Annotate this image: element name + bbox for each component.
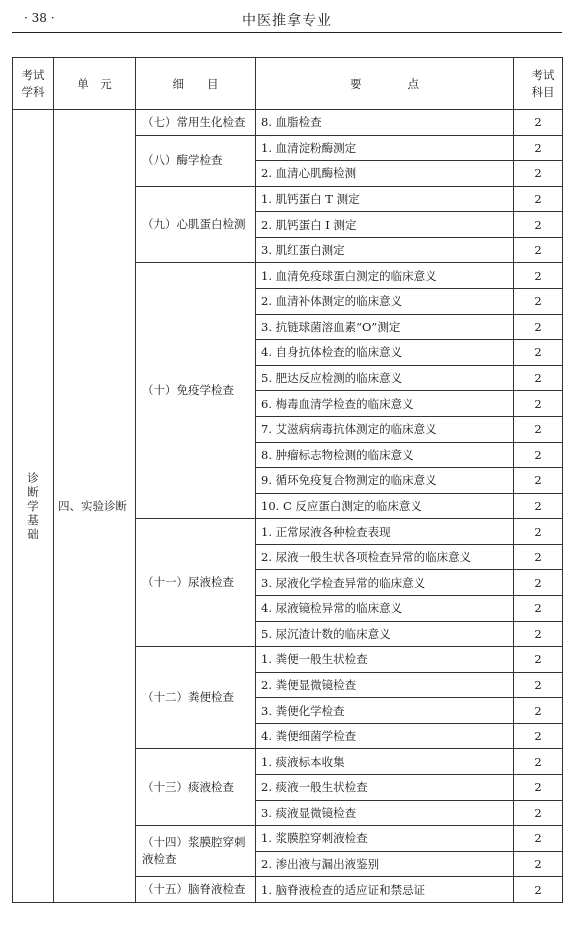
page-title: 中医推拿专业 (242, 13, 332, 29)
page-number: · 38 · (24, 11, 55, 25)
unit-cell: 四、实验诊断 (54, 110, 136, 903)
point-cell: 8. 血脂检查 (256, 110, 514, 136)
exam-cell: 2 (514, 775, 563, 801)
point-cell: 2. 血清心肌酶检测 (256, 161, 514, 187)
exam-cell: 2 (514, 519, 563, 545)
point-cell: 1. 肌钙蛋白 T 测定 (256, 186, 514, 212)
point-cell: 4. 尿液镜检异常的临床意义 (256, 595, 514, 621)
exam-cell: 2 (514, 289, 563, 315)
point-cell: 3. 粪便化学检查 (256, 698, 514, 724)
subject-label: 诊断学基础 (27, 470, 39, 541)
exam-cell: 2 (514, 161, 563, 187)
exam-cell: 2 (514, 110, 563, 136)
header-subject: 考试学科 (13, 58, 54, 110)
exam-cell: 2 (514, 544, 563, 570)
exam-cell: 2 (514, 263, 563, 289)
point-cell: 5. 尿沉渣计数的临床意义 (256, 621, 514, 647)
point-cell: 4. 粪便细菌学检查 (256, 723, 514, 749)
exam-cell: 2 (514, 493, 563, 519)
exam-cell: 2 (514, 672, 563, 698)
point-cell: 3. 抗链球菌溶血素“O”测定 (256, 314, 514, 340)
point-cell: 7. 艾滋病病毒抗体测定的临床意义 (256, 416, 514, 442)
point-cell: 8. 肿瘤标志物检测的临床意义 (256, 442, 514, 468)
point-cell: 2. 肌钙蛋白 I 测定 (256, 212, 514, 238)
point-cell: 1. 粪便一般生状检查 (256, 647, 514, 673)
detail-cell: （十五）脑脊液检查 (136, 877, 256, 903)
point-cell: 5. 肥达反应检测的临床意义 (256, 365, 514, 391)
exam-cell: 2 (514, 723, 563, 749)
header-exam: 考试科目 (514, 58, 563, 110)
exam-cell: 2 (514, 135, 563, 161)
header-unit: 单 元 (54, 58, 136, 110)
point-cell: 2. 痰液一般生状检查 (256, 775, 514, 801)
point-cell: 6. 梅毒血清学检查的临床意义 (256, 391, 514, 417)
detail-cell: （十一）尿液检查 (136, 519, 256, 647)
exam-cell: 2 (514, 851, 563, 877)
exam-cell: 2 (514, 391, 563, 417)
exam-cell: 2 (514, 314, 563, 340)
exam-cell: 2 (514, 442, 563, 468)
point-cell: 3. 尿液化学检查异常的临床意义 (256, 570, 514, 596)
point-cell: 2. 血清补体测定的临床意义 (256, 289, 514, 315)
detail-cell: （十二）粪便检查 (136, 647, 256, 749)
exam-cell: 2 (514, 826, 563, 852)
table-row (13, 110, 563, 136)
point-cell: 2. 尿液一般生状各项检查异常的临床意义 (256, 544, 514, 570)
exam-cell: 2 (514, 416, 563, 442)
point-cell: 2. 渗出液与漏出液鉴别 (256, 851, 514, 877)
point-cell: 1. 血清免疫球蛋白测定的临床意义 (256, 263, 514, 289)
detail-cell: （十四）浆膜腔穿刺液检查 (136, 826, 256, 877)
point-cell: 3. 肌红蛋白测定 (256, 237, 514, 263)
table-header-row (13, 58, 563, 110)
exam-cell: 2 (514, 647, 563, 673)
header-point: 要 点 (256, 58, 514, 110)
page-header (12, 6, 562, 33)
exam-cell: 2 (514, 800, 563, 826)
table-body (13, 110, 563, 903)
exam-cell: 2 (514, 186, 563, 212)
detail-cell: （八）酶学检查 (136, 135, 256, 186)
exam-cell: 2 (514, 595, 563, 621)
point-cell: 10. C 反应蛋白测定的临床意义 (256, 493, 514, 519)
point-cell: 4. 自身抗体检查的临床意义 (256, 340, 514, 366)
point-cell: 1. 脑脊液检查的适应证和禁忌证 (256, 877, 514, 903)
point-cell: 1. 痰液标本收集 (256, 749, 514, 775)
detail-cell: （七）常用生化检查 (136, 110, 256, 136)
exam-cell: 2 (514, 468, 563, 494)
exam-cell: 2 (514, 621, 563, 647)
exam-cell: 2 (514, 340, 563, 366)
syllabus-table (12, 57, 563, 903)
exam-cell: 2 (514, 570, 563, 596)
point-cell: 2. 粪便显微镜检查 (256, 672, 514, 698)
point-cell: 1. 正常尿液各种检查表现 (256, 519, 514, 545)
header-detail: 细 目 (136, 58, 256, 110)
exam-cell: 2 (514, 877, 563, 903)
point-cell: 9. 循环免疫复合物测定的临床意义 (256, 468, 514, 494)
point-cell: 1. 血清淀粉酶测定 (256, 135, 514, 161)
point-cell: 1. 浆膜腔穿刺液检查 (256, 826, 514, 852)
detail-cell: （十）免疫学检查 (136, 263, 256, 519)
exam-cell: 2 (514, 749, 563, 775)
detail-cell: （十三）痰液检查 (136, 749, 256, 826)
point-cell: 3. 痰液显微镜检查 (256, 800, 514, 826)
exam-cell: 2 (514, 237, 563, 263)
exam-cell: 2 (514, 212, 563, 238)
exam-cell: 2 (514, 365, 563, 391)
detail-cell: （九）心肌蛋白检测 (136, 186, 256, 263)
exam-cell: 2 (514, 698, 563, 724)
subject-cell (13, 110, 54, 903)
